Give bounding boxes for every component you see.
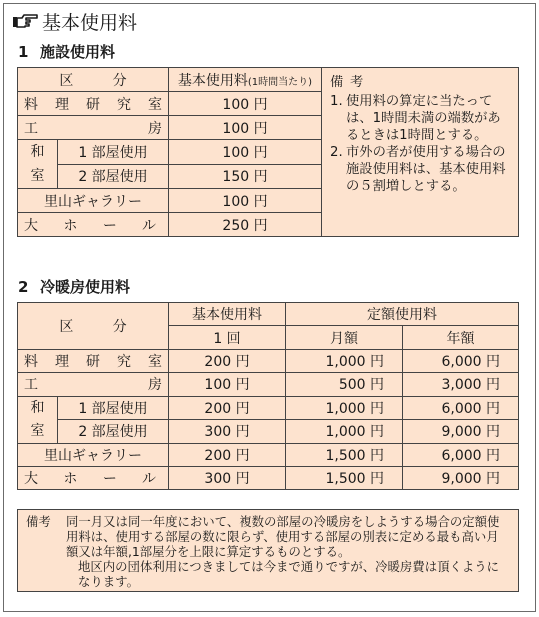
table-row: 料理研究室 200 円 1,000 円 6,000 円	[18, 349, 519, 372]
column-header-basic: 基本使用料	[169, 303, 286, 326]
table-row: 和 室 1 部屋使用 200 円 1,000 円 6,000 円	[18, 396, 519, 420]
table-row: 里山ギャラリー 100 円	[18, 189, 519, 213]
footer-notes	[17, 509, 519, 592]
footer-label: 備考	[26, 514, 51, 529]
column-header-monthly: 月額	[286, 326, 403, 349]
table-row: 工房 100 円	[18, 116, 519, 140]
pointing-hand-icon	[12, 13, 38, 29]
notes-cell	[322, 68, 519, 237]
note-item: 2. 市外の者が使用する場合の施設使用料は、基本使用料の５割増しとする。	[330, 145, 506, 194]
column-header-fixed: 定額使用料	[286, 303, 519, 326]
heating-cooling-fee-table	[17, 302, 519, 490]
column-header-fee: 基本使用料(1時間当たり)	[169, 68, 322, 92]
table-row: 料理研究室 100 円	[18, 92, 519, 116]
table-row: 和 室 1 部屋使用 100 円	[18, 140, 519, 165]
column-header-yearly: 年額	[403, 326, 519, 349]
column-header-category: 区 分	[18, 303, 169, 350]
notes-title: 備考	[330, 75, 370, 90]
group-label-washitsu: 和 室	[18, 396, 58, 443]
section1-heading: 1 施設使用料	[18, 43, 116, 61]
group-label-washitsu: 和 室	[18, 140, 58, 189]
table-row: 2 部屋使用 300 円 1,000 円 9,000 円	[18, 420, 519, 444]
page-title: 基本使用料	[42, 11, 138, 34]
table-row: 2 部屋使用 150 円	[18, 164, 519, 189]
table-row: 大ホール 250 円	[18, 213, 519, 237]
table-row: 工房 100 円 500 円 3,000 円	[18, 373, 519, 396]
column-header-per-use: 1 回	[169, 326, 286, 349]
table-header-row	[18, 68, 519, 92]
column-header-category: 区 分	[18, 68, 169, 92]
table-header-row	[18, 303, 519, 326]
footer-text: 同一月又は同一年度において、複数の部屋の冷暖房をしようする場合の定額使用料は、使用する部屋の数に限らず、使用する部屋の別表に定める最も高い月額又は年額,1部屋分を上限に算定するものとする。 地区内の団体利用につきましては今まで通りですが、冷暖房費は頂くようになります。	[66, 514, 500, 589]
section2-heading: 2 冷暖房使用料	[18, 278, 131, 296]
page-heading	[12, 7, 137, 35]
note-item: 1. 使用料の算定に当たっては、1時間未満の端数があるときは1時間とする。	[330, 94, 501, 143]
table-row: 里山ギャラリー 200 円 1,500 円 6,000 円	[18, 443, 519, 466]
table-row: 大ホール 300 円 1,500 円 9,000 円	[18, 466, 519, 489]
facility-fee-table	[17, 67, 519, 237]
